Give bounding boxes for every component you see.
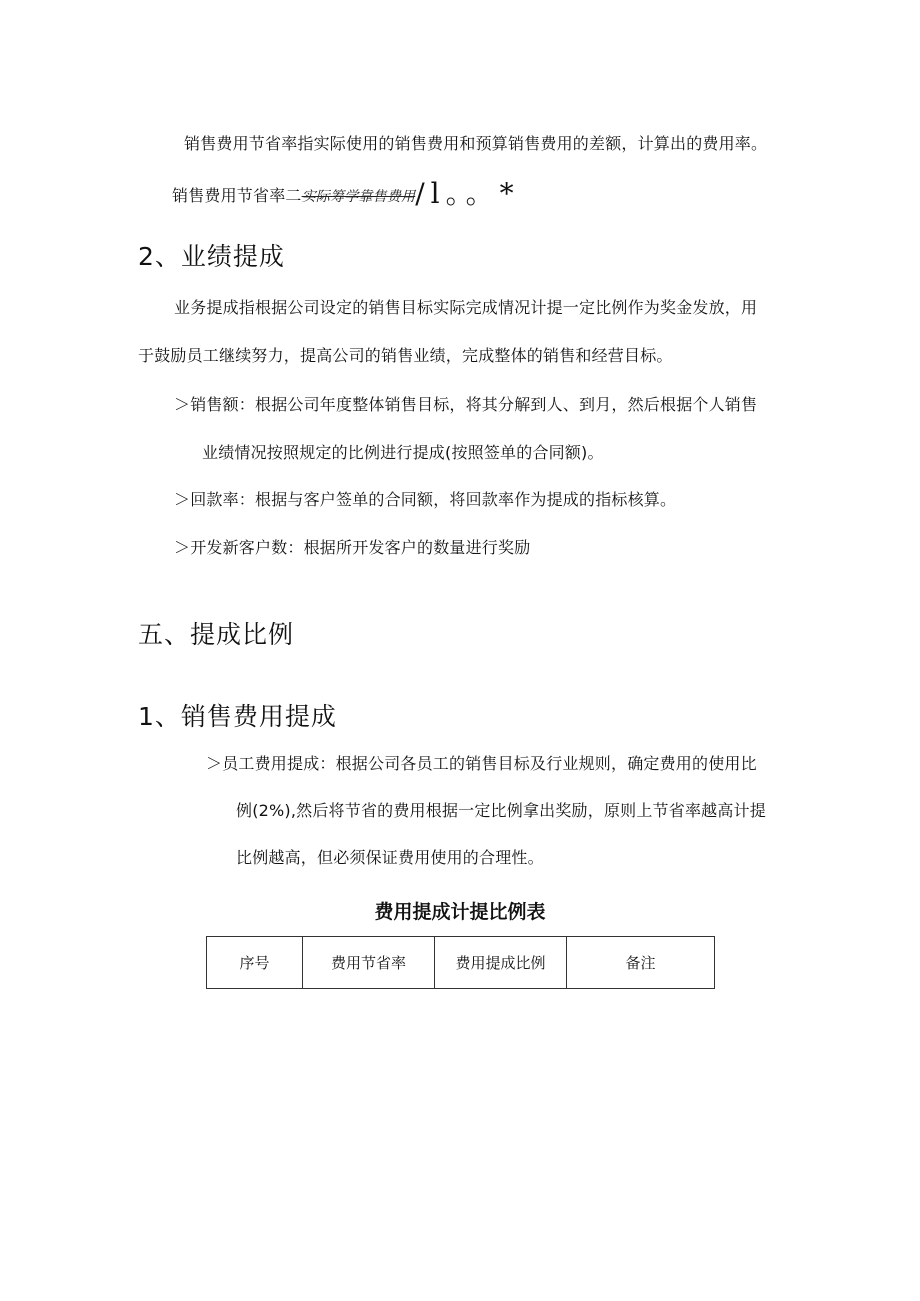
savings-formula — [172, 177, 520, 211]
formula-label: 销售费用节省率二 — [172, 186, 302, 205]
bullet-new-clients: ＞开发新客户数：根据所开发客户的数量进行奖励 — [174, 538, 531, 557]
heading-performance-commission: 2、业绩提成 — [138, 242, 285, 271]
table-title: 费用提成计提比例表 — [374, 901, 546, 923]
header-cell-savings-rate: 费用节省率 — [303, 937, 435, 989]
staff-fee-line-1: ＞员工费用提成：根据公司各员工的销售目标及行业规则，确定费用的使用比 — [206, 754, 757, 773]
formula-struck-text: 实际筹学靠售费用 — [301, 189, 416, 205]
performance-paragraph-line-1: 业务提成指根据公司设定的销售目标实际完成情况计提一定比例作为奖金发放，用 — [174, 298, 758, 317]
heading-sales-fee-commission: 1、销售费用提成 — [138, 702, 337, 731]
header-cell-commission-ratio: 费用提成比例 — [435, 937, 567, 989]
bullet-sales-line-2: 业绩情况按照规定的比例进行提成(按照签单的合同额)。 — [202, 443, 604, 462]
table-header-row — [207, 937, 715, 989]
bullet-collection-rate: ＞回款率：根据与客户签单的合同额，将回款率作为提成的指标核算。 — [174, 490, 677, 509]
savings-definition-text: 销售费用节省率指实际使用的销售费用和预算销售费用的差额，计算出的费用率。 — [184, 134, 768, 153]
heading-commission-ratio: 五、提成比例 — [138, 620, 295, 649]
staff-fee-line-3: 比例越高，但必须保证费用使用的合理性。 — [236, 848, 544, 867]
performance-paragraph-line-2: 于鼓励员工继续努力，提高公司的销售业绩，完成整体的销售和经营目标。 — [138, 346, 673, 365]
staff-fee-line-2: 例(2%),然后将节省的费用根据一定比例拿出奖励，原则上节省率越高计提 — [236, 801, 766, 820]
header-cell-remarks: 备注 — [567, 937, 715, 989]
formula-garbled-text: /l。。* — [415, 177, 520, 210]
bullet-sales-line-1: ＞销售额：根据公司年度整体销售目标，将其分解到人、到月，然后根据个人销售 — [174, 395, 758, 414]
header-cell-index: 序号 — [207, 937, 303, 989]
fee-commission-table — [206, 936, 715, 989]
